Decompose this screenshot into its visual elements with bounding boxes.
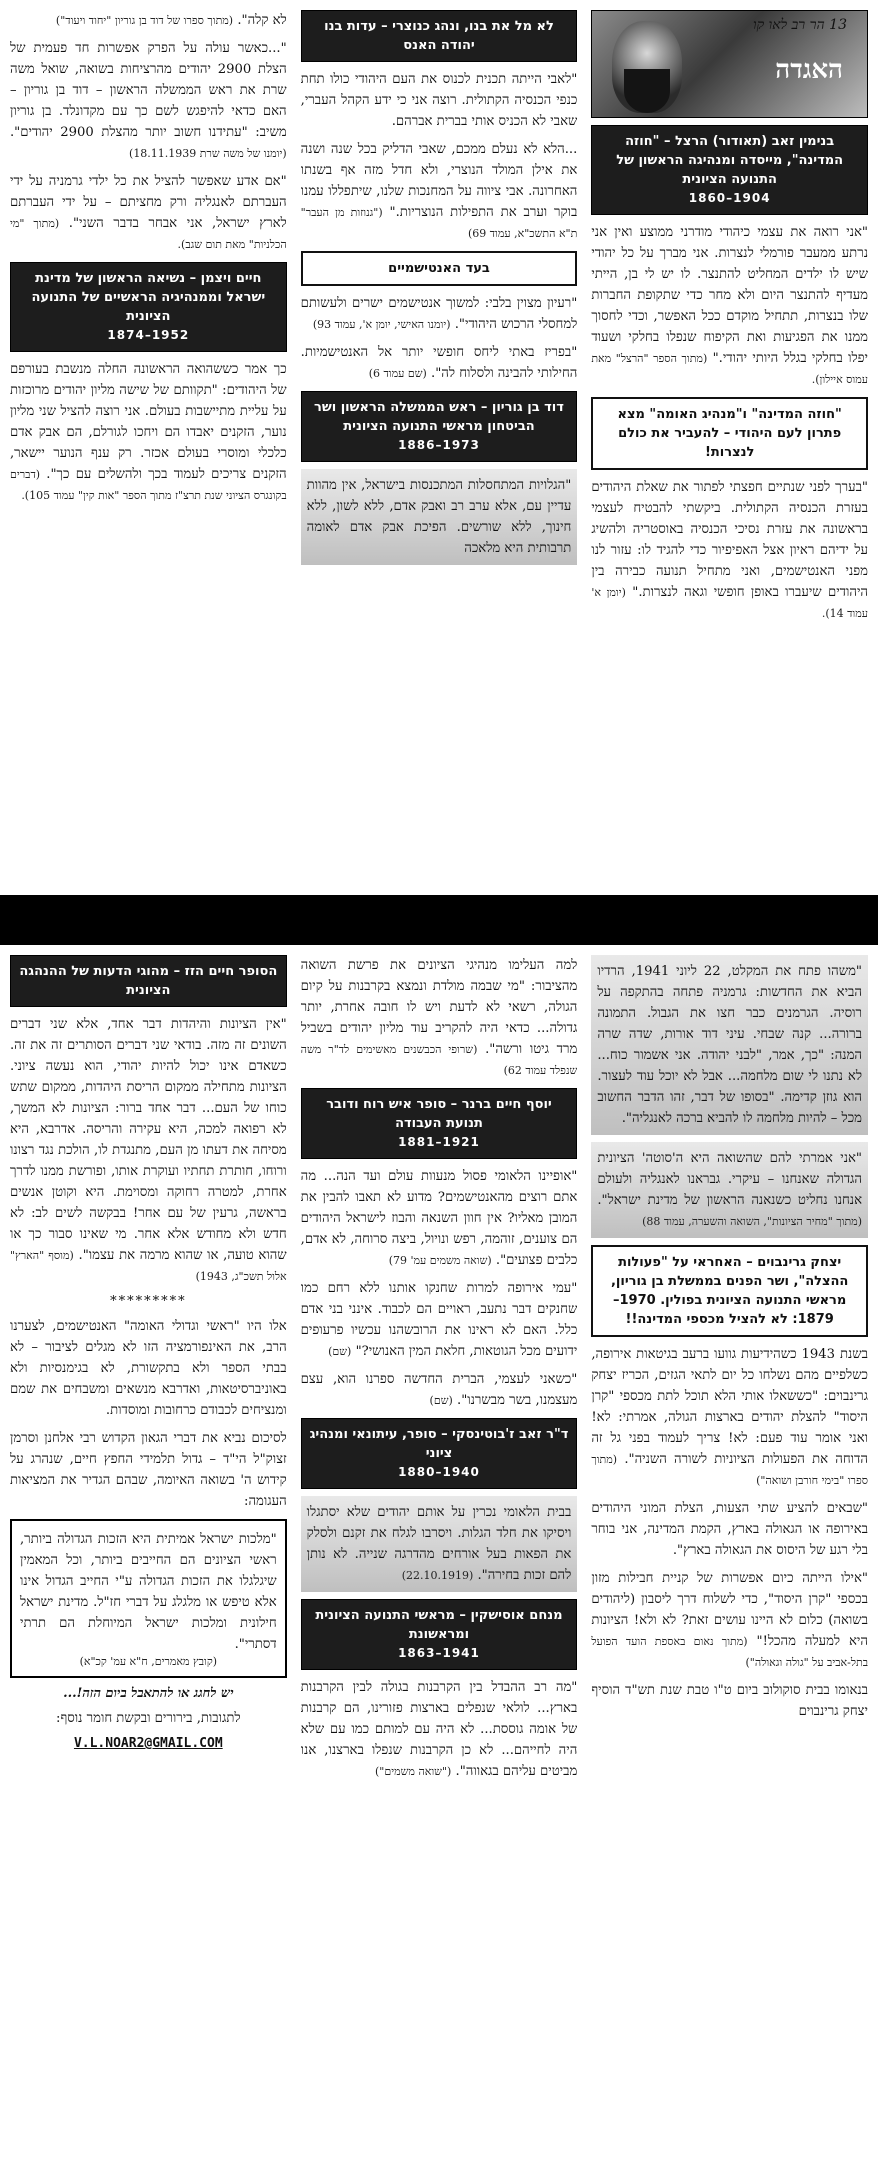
jabotinsky-header xyxy=(301,1418,578,1489)
herzl-header-title: בנימין זאב (תאודור) הרצל – "חוזה המדינה", מייסדה ומנהיגה הראשון של התנועה הציונית xyxy=(616,134,844,187)
wasserman-source: (קובץ מאמרים, ח"א עמ' קכ"א) xyxy=(79,1655,218,1668)
herzl-header xyxy=(591,125,868,215)
warsaw-quote: למה העלימו מנהיגי הציונים את פרשת השואה מהציבור: "מי שבמה מולדת ונמצא בקרבנות על קיום הגולה, רשאי לא לדעת ויש לו חובה אחרת, יותר גדולה... כדאי היה להקריב עוד מליון יהודים בשביל מרד גיטו ורשה". (שרופי הכבשנים מאשימים לד"ר משה שנפלד עמוד 62) xyxy=(300,958,578,1077)
wasserman-quote-box xyxy=(10,1519,287,1678)
brenner-source-3: (שם) xyxy=(429,1394,453,1407)
weizmann-quote: כך אמר כששהואה הראשונה החלה מנשבת בעורפם של היהודים: "תקוותם של שישה מליון יהודים מרוכזות על עליית מתיישבות בעולם. אני רוצה להציל שני מליון נוער, הזקנים יאבדו הם ויחכו לגורלם, הם אבק אדם כלכלי ומוסרי בעולם אכזר. רק ענף הנוער יישאר, הזקנים צריכים לעמוד בכך ולהשלים עם כך". (דברים בקונגרס הציוני שנת תרצ"ז מתוך הספר "אות קין" עמוד 105). xyxy=(9,362,287,502)
bengurion-source-2: (יומנו של משה שרת 18.11.1939) xyxy=(129,147,287,160)
herzl-source: (מתוך הספר "הרצל" מאת עמוס איילון). xyxy=(591,352,868,386)
ussishkin-header xyxy=(301,1599,578,1670)
jabotinsky-source: (22.10.1919) xyxy=(401,1569,474,1582)
antisemites-source-1: (יומנו האישי, יומן א', עמוד 93) xyxy=(312,318,451,331)
grinbaum-source-1: (מתוך ספרו "בימי חורבן ושואה") xyxy=(591,1453,868,1487)
radio-quote: "משהו פתח את המקלט, 22 ליוני 1941, הרדיו הביא את החדשות: גרמניה פתחה בהתקפה על רוסיה. הגרמנים כבר חצו את הגבול. התמונה ברורה... קנה שבחי. עיני דוד אורות, שדה שרה המנה: "כך, אמר, "לבני יהודה. אני אשמור כוח... לא נתנו לי שום מלחמה... אבל לא יוכל עוד לעצור. הוא גוזן קדימה. "בסופו של דבר, זהו הדבר החשוב מכל – להיות מלחמה לו להביא ברכה לאנגליה". xyxy=(591,955,868,1135)
jabotinsky-quote: בבית הלאומי נכרין על אותם יהודים שלא יסתגלו ויסיקו את חלד הגלות. ויסרבו לגלח את זקנם ולסלק את הפאות בעל אורחים מהדרגה שנייה. לא נותן להם זכות בחירה". (22.10.1919) xyxy=(301,1496,578,1592)
portrait-handwriting: 13 הר רב לאו קו xyxy=(753,17,847,33)
wasserman-quote: "מלכות ישראל אמיתית היא הזכות הגדולה ביותר, ראשי הציונים הם החייבים ביותר, וכל המאמין שיגלגלו את הזכות הגדולה ע"י החייב הגדול אינו אלא טיפש או מלגלג על דברי חז"ל. מדינת ישראל חילונית ומלכות ישראל המיוחלת הם תרתי דסתרי". xyxy=(19,1532,277,1652)
herzl2-quote: "בערך לפני שנתיים חפצתי לפתור את שאלת היהודים בעזרת הכנסיה הקתולית. ביקשתי להבטיח לעצמי בראשונה את עזרת נסיכי הכנסיה באוסטריה ולהשיג על ידיהם ראיון אצל האפיפיור כדי להגיד לו: עזור לנו מפני האנטישמים, ואני מתחיל תנועה כבירה בין היהודים שיעברו באופן חופשי וגאה לנצרות." (יומן א' עמוד 14). xyxy=(591,480,868,620)
bottom-middle-column xyxy=(301,945,578,2163)
contact-label: לתגובות, בירורים ובקשת חומר נוסף: xyxy=(56,1711,241,1726)
bengurion-header-title: דוד בן גוריון – ראש הממשלה הראשון ושר הביטחון מראשי התנועה הציונית xyxy=(314,400,564,434)
hans-quote-1: "לאבי הייתה תכנית לכנוס את העם היהודי כולו תחת כנפי הכנסיה הקתולית. רוצה אני כי ידע הקהל העברי, שאבי לא הכניס אותי בברית אברהם. xyxy=(300,72,578,129)
grinbaum-quote-1: בשנת 1943 כשהידיעות גוועו ברעב בגיטאות אירופה, כשלפיים מהם נשלחו כל יום לתאי הגזים, הכריז יצחק גרינבוים: "כששאלו אותי הלא תוכל לתת מכספי "קרן היסוד" להצלת יהודים בארצות הגולה, אמרתי: לא! ואני אומר עוד פעם: לא! צריך לעמוד בפני גל זה הדוחה את הפעולות הציוניות לשורה השניה". (מתוך ספרו "בימי חורבן ושואה") xyxy=(591,1347,868,1487)
bengurion-source-3: (מתוך "מי הכלניות" מאת תום שגב). xyxy=(9,217,287,251)
jabotinsky-header-title: ד"ר זאב ז'בוטינסקי – סופר, עיתונאי ומנהיג ציוני xyxy=(309,1427,569,1461)
brenner-header-title: יוסף חיים ברנר – סופר איש רוח ודובר תנועת העבודה xyxy=(326,1097,552,1131)
herzl2-source: (יומן א' עמוד 14). xyxy=(591,586,868,620)
antisemites-quote-1: "רעיון מצוין בלבי: למשוך אנטישמים ישרים ולעשותם למחסלי הרכוש היהודי". (יומנו האישי, יומן א', עמוד 93) xyxy=(300,296,578,332)
bottom-right-column xyxy=(591,945,868,2163)
wasserman-intro: לסיכום נביא את דברי הגאון הקדוש רבי אלחנן וסרמן זצוק"ל הי"ד – גדול תלמידי החפץ חיים, שנהרג על קידוש ה' בשואה האיומה, שבהם הגדיר את המציאות העגומה: xyxy=(9,1431,287,1509)
bengurion-quote-2: "...כאשר עולה על הפרק אפשרות חד פעמית של הצלת 2900 יהודים מהרציחות בשואה, שואל משה שרת את ראש הממשלה הראשון – דוד בן גוריון – האם כדאי להיפגש לשם כך עם מקדונלד. בן גוריון משיב: "עתידנו חשוב יותר מהצלת 2900 יהודים". (יומנו של משה שרת 18.11.1939) xyxy=(9,41,287,160)
bengurion-source-1: (מתוך ספרו של דוד בן גוריון "יחוד ויעוד") xyxy=(55,14,234,27)
bengurion-years: 1973–1886 xyxy=(398,438,480,452)
warsaw-source: (שרופי הכבשנים מאשימים לד"ר משה שנפלד עמוד 62) xyxy=(300,1043,578,1077)
ussishkin-source: ("שואה משמים") xyxy=(375,1765,452,1778)
hazaz-header: הסופר חיים הזז – מהוגי הדעות של ההנהגה הציונית xyxy=(10,955,287,1007)
grinbaum-header: יצחק גרינבוים – האחראי על "פעולות ההצלה", ושר הפנים בממשלת בן גוריון, מראשי התנועה הציונית בפולין. 1970–1879: לא להציל מכספי המדינה!! xyxy=(591,1245,868,1337)
herzl-years: 1904–1860 xyxy=(688,191,771,205)
top-left-column xyxy=(10,0,287,895)
hans-source: ("גנוזות מן העבר" ת"א התשכ"א, עמוד 69) xyxy=(300,206,578,240)
antisemites-quote-2: "בפריז באתי ליחס חופשי יותר אל האנטישמיות. החילותי להבינה ולסלוח לה". (שם עמוד 6) xyxy=(300,345,578,381)
contact-email-link[interactable]: V.L.NOAR2@GMAIL.COM xyxy=(73,1736,223,1751)
bengurion-header xyxy=(301,391,578,462)
herzl2-header: "חוזה המדינה" ו"מנהיג האומה" מצא פתרון לעם היהודי – להעביר את כולם לנצרות! xyxy=(591,397,868,470)
weizmann-source: (דברים בקונגרס הציוני שנת תרצ"ז מתוך הספר "אות קין" עמוד 105). xyxy=(9,468,287,502)
brenner-source-2: (שם) xyxy=(328,1345,352,1358)
grinbaum-quote-2: "שבאים להציע שתי הצעות, הצלת המוני היהודים באירופה או הגאולה בארץ, הקמת המדינה, אני בוחר בלי רגע של היסוס את הגאולה בארץ". xyxy=(591,1501,868,1558)
brenner-quote-1: "אופיינו הלאומי פסול מנעוות עולם ועד הנה... מה אתם רוצים מהאנטישמים? מדוע לא תאבו להבין את המובן מאליו? אין חוון השנאה והבוז לישראל היהודים הם צוענים, זוהמה, רפש ונויול, ביצה סרוחה, לא אדם, כלבים פצועים". (שואה משמים עמ' 79) xyxy=(300,1169,578,1268)
hazaz-quote: "אין הציונות והיהדות דבר אחד, אלא שני דברים השונים זה מזה. בודאי שני דברים הסותרים זה את זה. כשאדם אינו יכול להיות יהודי, הוא נעשה ציוני. הציונות מתחילה ממקום הריסת היהדות, ממקום שתש כוחו של העם... דבר אחד ברור: הציונות לא המשך, לא רפואה למכה, היא עקירה והריסה. אדרבא, היא מסיחה את דעתו מן העם, מתנגדת לו, הולכת נגד רצונו ורוחו, חותרת תחתיו ועוקרת אותו, ופורשת ממנו לדרך אחרת, למטרה רחוקה ומסוימת. היא וקוטן אנשים בראשה, גרעין של עם אחר! בבקשה לשים לב: לא חדש ולא מחודש אלא אחר. מי שאינו סבור כך או שהוא טועה, או שהוא מרמה את עצמו". (מוסף "הארץ" אלול תשכ"ג, 1943) xyxy=(9,1017,287,1283)
ussishkin-header-title: מנחם אוסישקין – מראשי התנועה הציונית ומראשונת xyxy=(315,1608,563,1642)
top-right-column xyxy=(591,0,868,895)
bottom-left-column xyxy=(10,945,287,2163)
portrait-beard-image xyxy=(624,69,670,113)
ussishkin-quote: "מה רב ההבדל בין הקרבנות בגולה לבין הקרבנות בארץ... לולאי שנפלים בארצות פזורינו, הם קרבנות של אומה גוססת... לא היה עם למותם כמו עם שלא היה לחייהם... לא כן הקרבנות שנפלו בארצנו, אנו מביטים עליהם בגאווה". ("שואה משמים") xyxy=(300,1680,578,1779)
grinbaum-quote-4: בנאומו בבית סוקולוב ביום ט"ו טבת שנת תש"ד הוסיף יצחק גרינבוים xyxy=(591,1683,868,1719)
top-section xyxy=(0,0,878,895)
grinbaum-quote-3: "אילו הייתה כיום אפשרות של קניית חבילות מזון בכספי "קרן היסוד", כדי לשלוח דרך ליסבון (ליהודים בשואה) כלום לא היינו עושים זאת? לא ולא! הציונות היא למעלה מהכל!" (מתוך נאום באספת הועד הפועל בתל-אביב על "גולה וגאולה") xyxy=(591,1571,868,1669)
summary-paragraph: אלו היו "ראשי וגדולי האומה" האנטישמים, לצערנו הרב, את האינפורמציה הזו לא מגלים לציבור – לא בבתי הספר ולא בתקשורת, לא בגימנסיות ולא באוניברסיטאות, ואדרבא מנשאים ומשבחים את שמם ומנציחים לכבודם כרחובות ומוסדות. xyxy=(9,1319,287,1418)
section-separator: ********* xyxy=(110,1294,187,1309)
bottom-section xyxy=(0,945,878,2163)
bengurion-quote-cont: לא קלה". (מתוך ספרו של דוד בן גוריון "יחוד ויעוד") xyxy=(55,13,287,28)
brenner-years: 1921–1881 xyxy=(398,1135,480,1149)
brenner-quote-3: "כשאני לעצמי, הברית החדשה ספרנו הוא, עצם מעצמנו, בשר מבשרנו". (שם) xyxy=(300,1372,578,1408)
herzl-quote: "אני רואה את עצמי כיהודי מודרני ממוצע ואין אני נרתע ממעבר פורמלי לנצרות. אני מברך על כל יהודי שיש לו ילדים המחליט להתנצר. לו יש לי בן, הייתי מעדיף להתנצר היום ולא מחר כדי שתקופת החברות שלו בנצרות, תתחיל מוקדם ככל האפשר, וכדי לחסוך ממנו את הפגיעות ואת הקיפוח שנפלו בחלקי ושעוד יפלו בחלקי בגלל היותי יהודי." (מתוך הספר "הרצל" מאת עמוס איילון). xyxy=(591,225,868,386)
fold-divider xyxy=(0,895,878,945)
brenner-quote-2: "עמי אירופה למרות שחנקו אותנו ללא רחם כמו שחנקים דבר נתעב, ראויים הם לכבוד. אינני בני אדם כלל. האם לא ראינו את הרובשהנו עכשיו פרעופים ידועים מכל הגוטאות, חלאת המין האנושי?" (שם) xyxy=(300,1281,578,1359)
weizmann-header xyxy=(10,262,287,352)
closing-line: יש לחגג או להתאבל ביום הזה!... xyxy=(63,1686,234,1701)
bengurion-quote: "הגלויות המתחסלות המתכנסות בישראל, אין מהוות עדיין עם, אלא ערב רב ואבק אדם, ללא לשון, ללא חינוך, ללא שורשים. הפיכת אבק אדם לאומה תרבותית היא מלאכה xyxy=(301,469,578,565)
state-quote: "אני אמרתי להם שהשואה היא ה'סוטה' הציונית הגדולה שאנחנו – עיקרי. גבראנו לאנגליה ולעולם אנחנו נחליט כשנאנה הראשון של מדינת ישראל". (מתוך "מחיר הציונות", השואה והשערה, עמוד 88) xyxy=(591,1142,868,1238)
grinbaum-source-3: (מתוך נאום באספת הועד הפועל בתל-אביב על "גולה וגאולה") xyxy=(591,1635,868,1669)
portrait-heading: האגדה xyxy=(775,55,843,85)
hans-header: לא מל את בנו, ונהג כנוצרי – עדות בנו יהודה האנס xyxy=(301,10,578,62)
ussishkin-years: 1941–1863 xyxy=(398,1646,480,1660)
weizmann-years: 1952–1874 xyxy=(107,328,190,342)
antisemites-header: בעד האנטישמיים xyxy=(301,251,578,286)
bengurion-quote-3: "אם אדע שאפשר להציל את כל ילדי גרמניה על ידי העברתם לאנגליה ורק מחציתם – על ידי העברתם לארץ ישראל, אני אבחר בדבר השני". (מתוך "מי הכלניות" מאת תום שגב). xyxy=(9,174,287,251)
brenner-source-1: (שואה משמים עמ' 79) xyxy=(388,1254,492,1267)
hans-quote-2: ...הלא לא נעלם ממכם, שאבי הדליק בכל שנה ושנה את אילן המולד הנוצרי, ולא חדל מזה אף בשנתו האחרונה. אבי ציווה על המחנכות שלנו, שיתפללו עמנו בוקר וערב את התפילות הנוצריות." ("גנוזות מן העבר" ת"א התשכ"א, עמוד 69) xyxy=(300,142,578,240)
jabotinsky-years: 1940–1880 xyxy=(398,1465,480,1479)
herzl-portrait xyxy=(591,10,868,118)
top-middle-column xyxy=(301,0,578,895)
antisemites-source-2: (שם עמוד 6) xyxy=(368,367,427,380)
weizmann-header-title: חיים ויצמן – נשיאה הראשון של מדינת ישראל וממנהיגיה הראשיים של התנועה הציונית xyxy=(31,271,266,324)
hazaz-source: (מוסף "הארץ" אלול תשכ"ג, 1943) xyxy=(9,1249,287,1283)
brenner-header xyxy=(301,1088,578,1159)
state-source: (מתוך "מחיר הציונות", השואה והשערה, עמוד 88) xyxy=(642,1215,862,1228)
